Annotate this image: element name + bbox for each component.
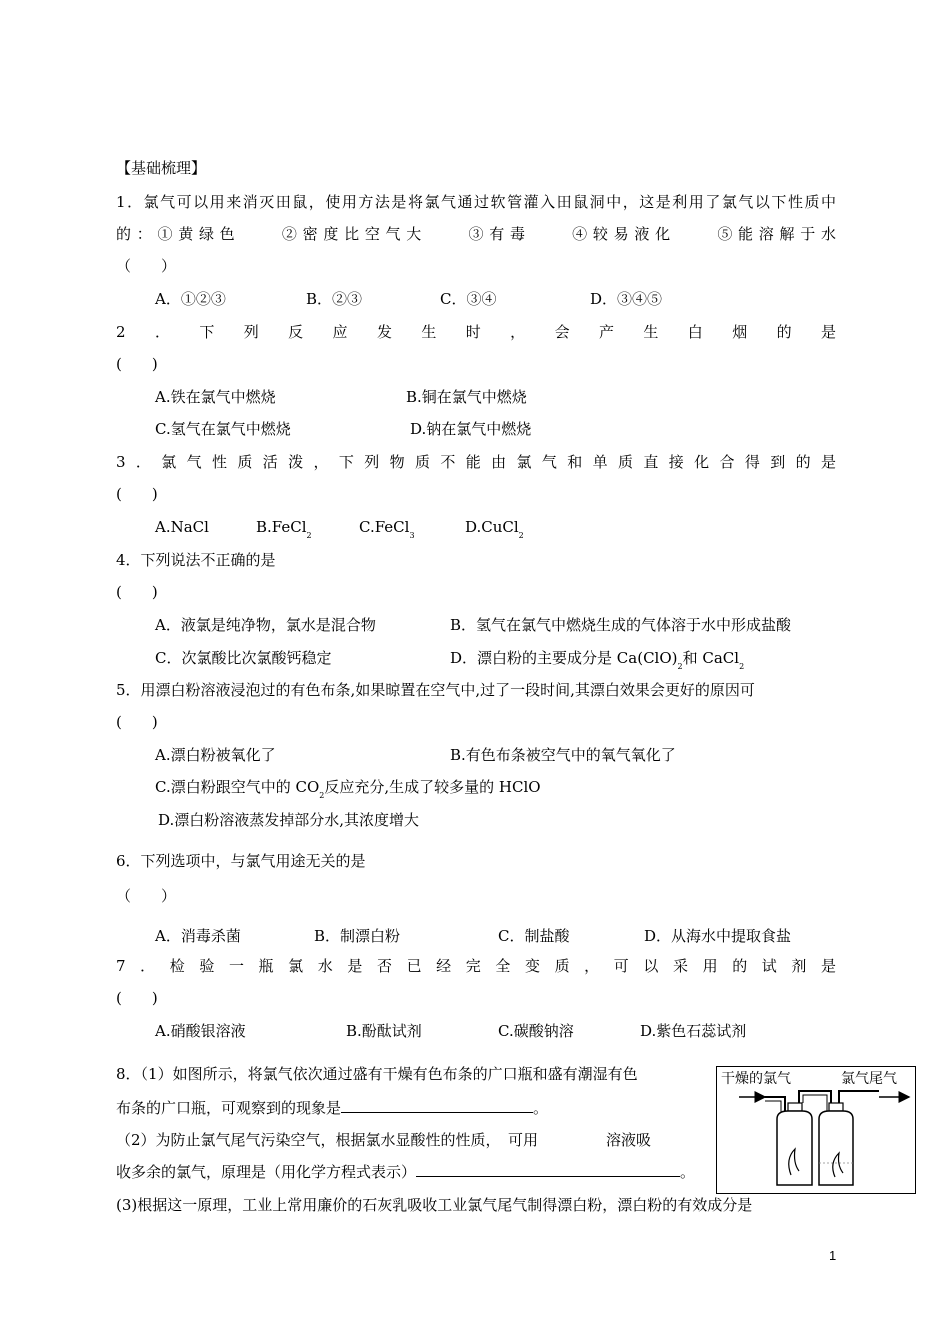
- q5-stem: 5．用漂白粉溶液浸泡过的有色布条,如果晾置在空气中,过了一段时间,其漂白效果会更好的原因可: [116, 681, 755, 699]
- q4-stem: 4．下列说法不正确的是: [116, 551, 276, 569]
- q2-option-b: B.铜在氯气中燃烧: [406, 388, 527, 406]
- bottle-2-icon: [819, 1103, 853, 1185]
- q7-stem: 7．检验一瓶氯水是否已经完全变质，可以采用的试剂是: [116, 957, 836, 975]
- q2-option-c: C.氢气在氯气中燃烧: [155, 420, 291, 438]
- q1-option-d: D．③④⑤: [590, 290, 663, 308]
- q5-option-c: C.漂白粉跟空气中的 $CO_2$反应充分,生成了较多量的 HClO: [155, 778, 541, 800]
- q3-option-a: A.NaCl: [155, 518, 209, 536]
- q8-answer-blank-2[interactable]: [416, 1162, 680, 1177]
- q7-option-b: B.酚酞试剂: [346, 1022, 422, 1040]
- q6-option-b: B．制漂白粉: [314, 927, 401, 945]
- q1-option-a: A．①②③: [155, 290, 226, 308]
- q4-option-c: C．次氯酸比次氯酸钙稳定: [155, 649, 332, 667]
- q2-option-d: D.钠在氯气中燃烧: [410, 420, 532, 438]
- q7-option-a: A.硝酸银溶液: [155, 1022, 246, 1040]
- q2-answer-paren: ( ): [116, 355, 158, 373]
- q6-stem: 6．下列选项中，与氯气用途无关的是: [116, 852, 366, 870]
- q4-option-a: A．液氯是纯净物，氯水是混合物: [155, 616, 376, 634]
- q3-option-d: D.CuCl$_2$: [465, 518, 524, 540]
- q5-option-b: B.有色布条被空气中的氧气氧化了: [450, 746, 676, 764]
- gas-bottles-figure: [716, 1066, 916, 1194]
- q1-option-c: C．③④: [440, 290, 497, 308]
- q3-answer-paren: ( ): [116, 485, 158, 503]
- q2-stem: 2．下列反应发生时，会产生白烟的是: [116, 323, 836, 341]
- bottles-drawing: [717, 1067, 915, 1193]
- q6-answer-paren: （ ）: [116, 887, 177, 905]
- q1-option-b: B．②③: [306, 290, 363, 308]
- q7-option-d: D.紫色石蕊试剂: [640, 1022, 747, 1040]
- q7-option-c: C.碳酸钠溶: [498, 1022, 574, 1040]
- q8-answer-blank-1[interactable]: [341, 1098, 533, 1113]
- q1-stem-line1: 1．氯气可以用来消灭田鼠，使用方法是将氯气通过软管灌入田鼠洞中，这是利用了氯气以下性质中: [116, 193, 836, 211]
- q8-line3: （2）为防止氯气尾气污染空气，根据氯水显酸性的性质， 可用 溶液吸: [116, 1131, 652, 1149]
- q2-option-a: A.铁在氯气中燃烧: [155, 388, 276, 406]
- q3-option-c: C.FeCl$_3$: [359, 518, 415, 540]
- q5-option-d: D.漂白粉溶液蒸发掉部分水,其浓度增大: [158, 811, 420, 829]
- figure-label-tail-gas: 氯气尾气: [841, 1071, 897, 1087]
- q6-option-d: D．从海水中提取食盐: [644, 927, 792, 945]
- q8-line1: 8．（1）如图所示，将氯气依次通过盛有干燥有色布条的广口瓶和盛有潮湿有色: [116, 1065, 638, 1083]
- q5-option-a: A.漂白粉被氧化了: [155, 746, 276, 764]
- q6-option-a: A．消毒杀菌: [155, 927, 241, 945]
- q4-option-d: D．漂白粉的主要成分是 $Ca(ClO)_2$和 CaCl$_2$: [450, 649, 745, 671]
- page-number: 1: [829, 1248, 837, 1263]
- q8-line4: 收多余的氯气，原理是（用化学方程式表示） 。: [116, 1163, 696, 1181]
- figure-label-dry-chlorine: 干燥的氯气: [721, 1071, 791, 1087]
- q5-answer-paren: ( ): [116, 713, 158, 731]
- q8-line2: 布条的广口瓶，可观察到的现象是 。: [116, 1099, 549, 1117]
- q4-option-b: B．氢气在氯气中燃烧生成的气体溶于水中形成盐酸: [450, 616, 792, 634]
- q3-stem: 3．氯气性质活泼，下列物质不能由氯气和单质直接化合得到的是: [116, 453, 836, 471]
- q4-answer-paren: ( ): [116, 583, 158, 601]
- q7-answer-paren: ( ): [116, 989, 158, 1007]
- q1-answer-paren: （ ）: [116, 257, 177, 275]
- q8-line5: (3)根据这一原理，工业上常用廉价的石灰乳吸收工业氯气尾气制得漂白粉，漂白粉的有效成分是: [116, 1196, 753, 1214]
- q3-option-b: B.FeCl$_2$: [256, 518, 312, 540]
- bottle-1-icon: [777, 1103, 812, 1185]
- q6-option-c: C．制盐酸: [498, 927, 570, 945]
- q1-stem-line2: 的：①黄绿色 ②密度比空气大 ③有毒 ④较易液化 ⑤能溶解于水: [116, 225, 836, 243]
- section-title: 【基础梳理】: [116, 159, 207, 177]
